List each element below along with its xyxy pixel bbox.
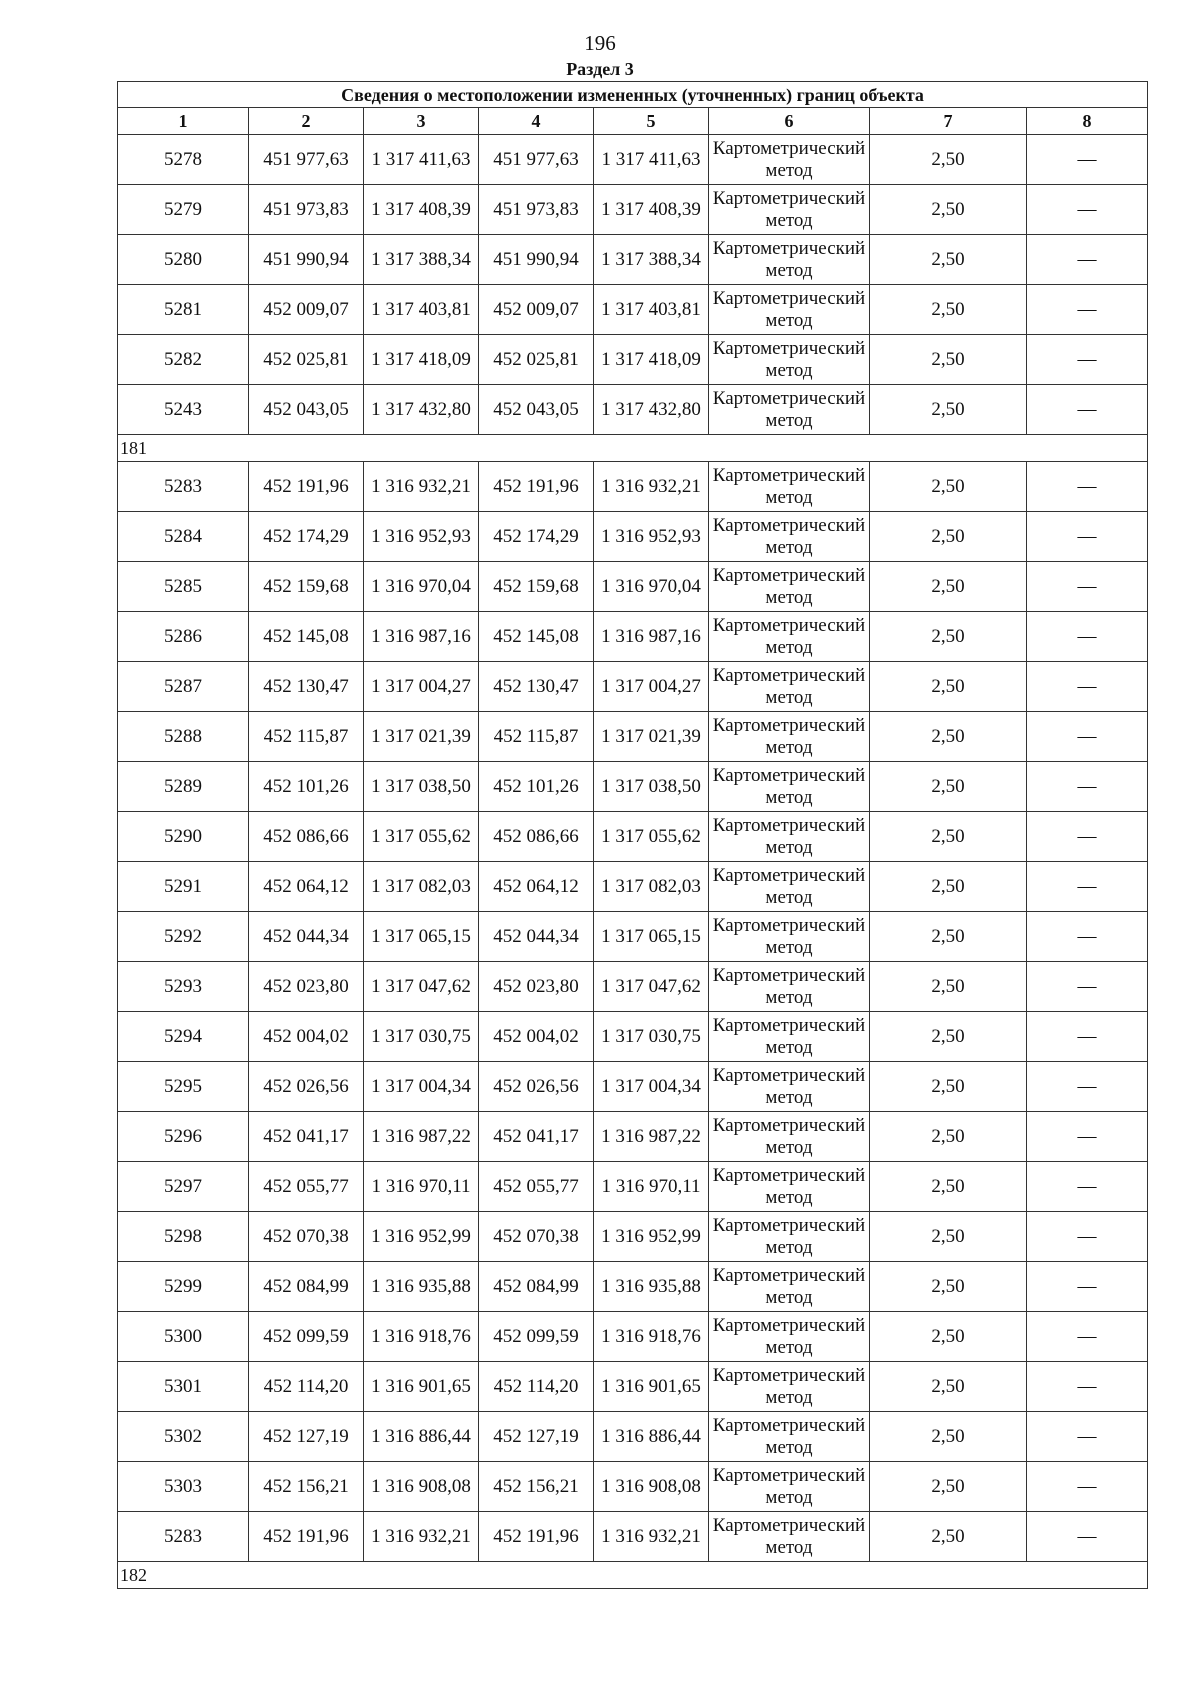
cell-y-existing: 1 316 952,99 <box>364 1212 479 1262</box>
table-body <box>118 135 1148 1589</box>
cell-x-new: 452 070,38 <box>479 1212 594 1262</box>
cell-y-existing: 1 316 918,76 <box>364 1312 479 1362</box>
cell-y-new: 1 317 432,80 <box>594 385 709 435</box>
cell-description: — <box>1027 1312 1148 1362</box>
cell-y-existing: 1 317 418,09 <box>364 335 479 385</box>
cell-x-new: 452 041,17 <box>479 1112 594 1162</box>
cell-x-new: 452 026,56 <box>479 1062 594 1112</box>
boundary-coordinates-table <box>117 81 1148 1589</box>
section-title: Раздел 3 <box>566 59 634 79</box>
cell-method: Картометрический метод <box>709 512 870 562</box>
cell-point-number: 5298 <box>118 1212 249 1262</box>
cell-x-new: 452 084,99 <box>479 1262 594 1312</box>
cell-x-new: 452 130,47 <box>479 662 594 712</box>
cell-method: Картометрический метод <box>709 912 870 962</box>
table-row <box>118 1012 1148 1062</box>
table-row <box>118 1212 1148 1262</box>
cell-point-number: 5285 <box>118 562 249 612</box>
cell-description: — <box>1027 1412 1148 1462</box>
cell-description: — <box>1027 562 1148 612</box>
cell-method: Картометрический метод <box>709 962 870 1012</box>
cell-y-existing: 1 317 004,34 <box>364 1062 479 1112</box>
contour-label-row <box>118 435 1148 462</box>
cell-precision: 2,50 <box>870 512 1027 562</box>
cell-description: — <box>1027 462 1148 512</box>
table-row <box>118 335 1148 385</box>
table-row <box>118 285 1148 335</box>
cell-precision: 2,50 <box>870 1212 1027 1262</box>
cell-x-new: 452 086,66 <box>479 812 594 862</box>
cell-precision: 2,50 <box>870 285 1027 335</box>
cell-y-new: 1 316 935,88 <box>594 1262 709 1312</box>
cell-x-existing: 452 159,68 <box>249 562 364 612</box>
cell-y-new: 1 317 004,34 <box>594 1062 709 1112</box>
cell-y-new: 1 317 418,09 <box>594 335 709 385</box>
cell-x-new: 451 977,63 <box>479 135 594 185</box>
column-number-4: 4 <box>479 108 594 135</box>
cell-x-existing: 452 070,38 <box>249 1212 364 1262</box>
cell-point-number: 5286 <box>118 612 249 662</box>
cell-x-existing: 452 055,77 <box>249 1162 364 1212</box>
cell-y-existing: 1 317 388,34 <box>364 235 479 285</box>
cell-description: — <box>1027 612 1148 662</box>
table-row <box>118 1312 1148 1362</box>
cell-y-new: 1 317 065,15 <box>594 912 709 962</box>
cell-x-new: 452 101,26 <box>479 762 594 812</box>
cell-precision: 2,50 <box>870 1362 1027 1412</box>
cell-y-new: 1 316 932,21 <box>594 1512 709 1562</box>
cell-point-number: 5282 <box>118 335 249 385</box>
cell-precision: 2,50 <box>870 612 1027 662</box>
cell-precision: 2,50 <box>870 862 1027 912</box>
cell-x-existing: 451 973,83 <box>249 185 364 235</box>
cell-x-existing: 451 990,94 <box>249 235 364 285</box>
cell-y-new: 1 317 038,50 <box>594 762 709 812</box>
cell-x-existing: 452 009,07 <box>249 285 364 335</box>
cell-y-new: 1 316 970,04 <box>594 562 709 612</box>
cell-point-number: 5301 <box>118 1362 249 1412</box>
cell-point-number: 5287 <box>118 662 249 712</box>
cell-method: Картометрический метод <box>709 662 870 712</box>
cell-description: — <box>1027 962 1148 1012</box>
cell-x-new: 452 156,21 <box>479 1462 594 1512</box>
cell-x-existing: 452 114,20 <box>249 1362 364 1412</box>
cell-description: — <box>1027 185 1148 235</box>
cell-description: — <box>1027 1512 1148 1562</box>
cell-x-new: 452 004,02 <box>479 1012 594 1062</box>
column-number-2: 2 <box>249 108 364 135</box>
cell-y-new: 1 316 886,44 <box>594 1412 709 1462</box>
cell-x-new: 452 044,34 <box>479 912 594 962</box>
cell-y-existing: 1 316 935,88 <box>364 1262 479 1312</box>
column-number-1: 1 <box>118 108 249 135</box>
cell-y-new: 1 316 970,11 <box>594 1162 709 1212</box>
cell-point-number: 5283 <box>118 462 249 512</box>
cell-method: Картометрический метод <box>709 712 870 762</box>
cell-y-new: 1 316 918,76 <box>594 1312 709 1362</box>
cell-description: — <box>1027 1212 1148 1262</box>
cell-y-existing: 1 316 970,11 <box>364 1162 479 1212</box>
cell-y-new: 1 316 987,16 <box>594 612 709 662</box>
cell-x-existing: 452 044,34 <box>249 912 364 962</box>
cell-y-existing: 1 316 987,16 <box>364 612 479 662</box>
column-number-8: 8 <box>1027 108 1148 135</box>
table-row <box>118 1462 1148 1512</box>
cell-x-new: 452 025,81 <box>479 335 594 385</box>
cell-y-existing: 1 317 432,80 <box>364 385 479 435</box>
cell-method: Картометрический метод <box>709 1362 870 1412</box>
cell-method: Картометрический метод <box>709 612 870 662</box>
table-row <box>118 512 1148 562</box>
cell-x-existing: 452 025,81 <box>249 335 364 385</box>
cell-precision: 2,50 <box>870 662 1027 712</box>
table-row <box>118 1362 1148 1412</box>
cell-y-new: 1 317 388,34 <box>594 235 709 285</box>
cell-y-existing: 1 317 403,81 <box>364 285 479 335</box>
table-row <box>118 762 1148 812</box>
cell-precision: 2,50 <box>870 1012 1027 1062</box>
cell-y-new: 1 317 030,75 <box>594 1012 709 1062</box>
cell-y-new: 1 317 411,63 <box>594 135 709 185</box>
cell-method: Картометрический метод <box>709 1112 870 1162</box>
table-row <box>118 1112 1148 1162</box>
cell-point-number: 5288 <box>118 712 249 762</box>
cell-precision: 2,50 <box>870 135 1027 185</box>
cell-y-new: 1 317 021,39 <box>594 712 709 762</box>
cell-description: — <box>1027 1112 1148 1162</box>
cell-y-new: 1 316 908,08 <box>594 1462 709 1512</box>
cell-x-existing: 452 041,17 <box>249 1112 364 1162</box>
table-row <box>118 612 1148 662</box>
cell-y-new: 1 317 004,27 <box>594 662 709 712</box>
cell-precision: 2,50 <box>870 762 1027 812</box>
cell-precision: 2,50 <box>870 1312 1027 1362</box>
cell-point-number: 5293 <box>118 962 249 1012</box>
cell-y-existing: 1 316 908,08 <box>364 1462 479 1512</box>
cell-x-existing: 452 084,99 <box>249 1262 364 1312</box>
cell-y-existing: 1 317 047,62 <box>364 962 479 1012</box>
cell-precision: 2,50 <box>870 1162 1027 1212</box>
cell-point-number: 5294 <box>118 1012 249 1062</box>
cell-x-existing: 452 156,21 <box>249 1462 364 1512</box>
table-row <box>118 862 1148 912</box>
cell-y-new: 1 316 932,21 <box>594 462 709 512</box>
cell-description: — <box>1027 235 1148 285</box>
cell-point-number: 5300 <box>118 1312 249 1362</box>
cell-x-existing: 452 023,80 <box>249 962 364 1012</box>
cell-precision: 2,50 <box>870 562 1027 612</box>
cell-point-number: 5291 <box>118 862 249 912</box>
cell-description: — <box>1027 135 1148 185</box>
cell-y-existing: 1 317 055,62 <box>364 812 479 862</box>
cell-y-existing: 1 317 030,75 <box>364 1012 479 1062</box>
cell-x-new: 452 099,59 <box>479 1312 594 1362</box>
cell-precision: 2,50 <box>870 185 1027 235</box>
column-number-3: 3 <box>364 108 479 135</box>
cell-method: Картометрический метод <box>709 762 870 812</box>
cell-method: Картометрический метод <box>709 285 870 335</box>
cell-x-existing: 452 191,96 <box>249 462 364 512</box>
cell-y-existing: 1 316 886,44 <box>364 1412 479 1462</box>
cell-point-number: 5243 <box>118 385 249 435</box>
cell-method: Картометрический метод <box>709 1412 870 1462</box>
cell-x-existing: 452 130,47 <box>249 662 364 712</box>
cell-method: Картометрический метод <box>709 135 870 185</box>
table-row <box>118 1062 1148 1112</box>
column-number-5: 5 <box>594 108 709 135</box>
cell-y-existing: 1 316 952,93 <box>364 512 479 562</box>
table-caption: Сведения о местоположении измененных (уточненных) границ объекта <box>118 82 1148 108</box>
cell-y-new: 1 317 403,81 <box>594 285 709 335</box>
cell-point-number: 5283 <box>118 1512 249 1562</box>
table-row <box>118 562 1148 612</box>
cell-description: — <box>1027 1012 1148 1062</box>
table-row <box>118 712 1148 762</box>
cell-precision: 2,50 <box>870 1112 1027 1162</box>
column-number-row <box>118 108 1148 135</box>
cell-method: Картометрический метод <box>709 862 870 912</box>
cell-y-new: 1 317 082,03 <box>594 862 709 912</box>
cell-x-new: 452 043,05 <box>479 385 594 435</box>
cell-description: — <box>1027 1462 1148 1512</box>
cell-y-existing: 1 317 408,39 <box>364 185 479 235</box>
cell-y-new: 1 317 047,62 <box>594 962 709 1012</box>
cell-precision: 2,50 <box>870 335 1027 385</box>
cell-precision: 2,50 <box>870 1462 1027 1512</box>
cell-x-new: 452 145,08 <box>479 612 594 662</box>
cell-x-new: 452 191,96 <box>479 1512 594 1562</box>
table-row <box>118 462 1148 512</box>
cell-method: Картометрический метод <box>709 462 870 512</box>
cell-description: — <box>1027 1262 1148 1312</box>
cell-x-existing: 451 977,63 <box>249 135 364 185</box>
table-row <box>118 235 1148 285</box>
cell-method: Картометрический метод <box>709 562 870 612</box>
cell-precision: 2,50 <box>870 1412 1027 1462</box>
cell-y-existing: 1 316 932,21 <box>364 1512 479 1562</box>
table-row <box>118 1262 1148 1312</box>
cell-y-existing: 1 316 932,21 <box>364 462 479 512</box>
cell-point-number: 5284 <box>118 512 249 562</box>
cell-point-number: 5281 <box>118 285 249 335</box>
table-row <box>118 1162 1148 1212</box>
cell-method: Картометрический метод <box>709 1062 870 1112</box>
cell-point-number: 5279 <box>118 185 249 235</box>
cell-x-existing: 452 101,26 <box>249 762 364 812</box>
cell-x-new: 452 159,68 <box>479 562 594 612</box>
cell-x-existing: 452 064,12 <box>249 862 364 912</box>
cell-x-new: 452 174,29 <box>479 512 594 562</box>
cell-method: Картометрический метод <box>709 235 870 285</box>
cell-y-existing: 1 317 004,27 <box>364 662 479 712</box>
table-row <box>118 812 1148 862</box>
contour-label-row <box>118 1562 1148 1589</box>
cell-precision: 2,50 <box>870 712 1027 762</box>
cell-x-existing: 452 086,66 <box>249 812 364 862</box>
cell-method: Картометрический метод <box>709 1462 870 1512</box>
cell-description: — <box>1027 1162 1148 1212</box>
cell-x-existing: 452 099,59 <box>249 1312 364 1362</box>
cell-description: — <box>1027 662 1148 712</box>
cell-precision: 2,50 <box>870 912 1027 962</box>
cell-description: — <box>1027 762 1148 812</box>
cell-y-new: 1 317 408,39 <box>594 185 709 235</box>
table-row <box>118 185 1148 235</box>
cell-method: Картометрический метод <box>709 1512 870 1562</box>
cell-x-new: 452 064,12 <box>479 862 594 912</box>
cell-x-existing: 452 043,05 <box>249 385 364 435</box>
cell-description: — <box>1027 812 1148 862</box>
cell-description: — <box>1027 912 1148 962</box>
cell-precision: 2,50 <box>870 812 1027 862</box>
table-row <box>118 662 1148 712</box>
cell-point-number: 5289 <box>118 762 249 812</box>
cell-method: Картометрический метод <box>709 1012 870 1062</box>
cell-method: Картометрический метод <box>709 1262 870 1312</box>
cell-y-new: 1 316 901,65 <box>594 1362 709 1412</box>
column-number-7: 7 <box>870 108 1027 135</box>
cell-point-number: 5290 <box>118 812 249 862</box>
cell-point-number: 5303 <box>118 1462 249 1512</box>
cell-precision: 2,50 <box>870 1062 1027 1112</box>
cell-y-existing: 1 317 021,39 <box>364 712 479 762</box>
cell-precision: 2,50 <box>870 462 1027 512</box>
cell-y-existing: 1 316 970,04 <box>364 562 479 612</box>
cell-x-existing: 452 115,87 <box>249 712 364 762</box>
table-row <box>118 1412 1148 1462</box>
cell-y-new: 1 316 987,22 <box>594 1112 709 1162</box>
column-number-6: 6 <box>709 108 870 135</box>
cell-point-number: 5296 <box>118 1112 249 1162</box>
cell-x-new: 452 115,87 <box>479 712 594 762</box>
cell-x-existing: 452 127,19 <box>249 1412 364 1462</box>
cell-y-existing: 1 317 411,63 <box>364 135 479 185</box>
cell-method: Картометрический метод <box>709 1312 870 1362</box>
cell-y-existing: 1 317 038,50 <box>364 762 479 812</box>
cell-point-number: 5295 <box>118 1062 249 1112</box>
table-row <box>118 912 1148 962</box>
cell-y-existing: 1 317 082,03 <box>364 862 479 912</box>
cell-y-new: 1 316 952,99 <box>594 1212 709 1262</box>
table-row <box>118 962 1148 1012</box>
cell-point-number: 5299 <box>118 1262 249 1312</box>
cell-method: Картометрический метод <box>709 1162 870 1212</box>
cell-point-number: 5302 <box>118 1412 249 1462</box>
cell-x-new: 452 055,77 <box>479 1162 594 1212</box>
cell-precision: 2,50 <box>870 385 1027 435</box>
cell-method: Картометрический метод <box>709 1212 870 1262</box>
cell-point-number: 5297 <box>118 1162 249 1212</box>
cell-method: Картометрический метод <box>709 185 870 235</box>
cell-y-existing: 1 316 901,65 <box>364 1362 479 1412</box>
cell-x-existing: 452 145,08 <box>249 612 364 662</box>
contour-label: 182 <box>118 1562 1148 1589</box>
cell-x-new: 452 127,19 <box>479 1412 594 1462</box>
cell-y-new: 1 316 952,93 <box>594 512 709 562</box>
cell-precision: 2,50 <box>870 962 1027 1012</box>
cell-description: — <box>1027 285 1148 335</box>
table-row <box>118 385 1148 435</box>
cell-x-new: 452 114,20 <box>479 1362 594 1412</box>
cell-precision: 2,50 <box>870 1512 1027 1562</box>
cell-precision: 2,50 <box>870 235 1027 285</box>
cell-x-new: 452 023,80 <box>479 962 594 1012</box>
cell-y-new: 1 317 055,62 <box>594 812 709 862</box>
cell-method: Картометрический метод <box>709 385 870 435</box>
cell-description: — <box>1027 1362 1148 1412</box>
cell-point-number: 5292 <box>118 912 249 962</box>
table-caption-row <box>118 82 1148 108</box>
cell-description: — <box>1027 335 1148 385</box>
cell-x-new: 451 990,94 <box>479 235 594 285</box>
cell-description: — <box>1027 512 1148 562</box>
cell-x-existing: 452 191,96 <box>249 1512 364 1562</box>
cell-precision: 2,50 <box>870 1262 1027 1312</box>
cell-x-existing: 452 174,29 <box>249 512 364 562</box>
page-number: 196 <box>584 31 616 55</box>
cell-x-existing: 452 026,56 <box>249 1062 364 1112</box>
cell-description: — <box>1027 712 1148 762</box>
cell-y-existing: 1 317 065,15 <box>364 912 479 962</box>
cell-point-number: 5278 <box>118 135 249 185</box>
table-row <box>118 1512 1148 1562</box>
cell-x-new: 452 009,07 <box>479 285 594 335</box>
cell-method: Картометрический метод <box>709 335 870 385</box>
cell-y-existing: 1 316 987,22 <box>364 1112 479 1162</box>
cell-x-new: 451 973,83 <box>479 185 594 235</box>
table-row <box>118 135 1148 185</box>
cell-description: — <box>1027 862 1148 912</box>
cell-x-new: 452 191,96 <box>479 462 594 512</box>
cell-method: Картометрический метод <box>709 812 870 862</box>
cell-x-existing: 452 004,02 <box>249 1012 364 1062</box>
cell-point-number: 5280 <box>118 235 249 285</box>
contour-label: 181 <box>118 435 1148 462</box>
cell-description: — <box>1027 385 1148 435</box>
cell-description: — <box>1027 1062 1148 1112</box>
